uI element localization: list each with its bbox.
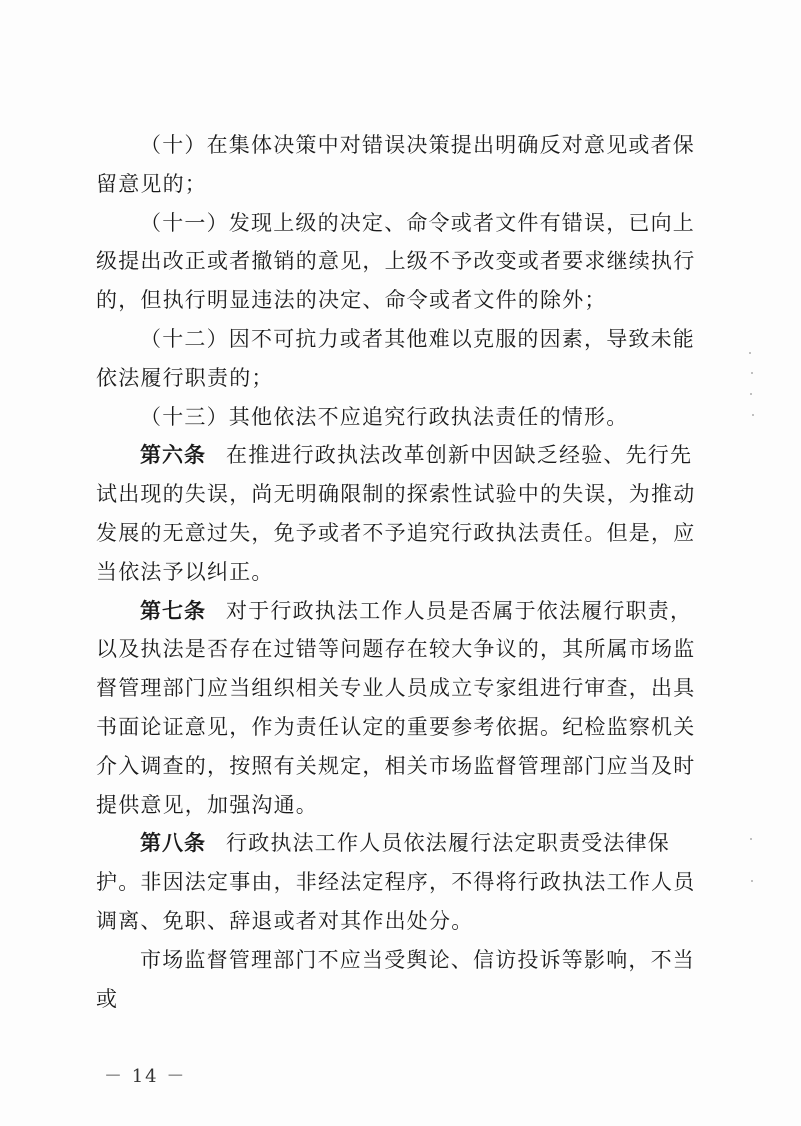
article-text: 在推进行政执法改革创新中因缺乏经验、先行先试出现的失误，尚无明确限制的探索性试验中的失误，为推动发展的无意过失，免予或者不予追究行政执法责任。但是，应当依法予以纠正。 (96, 443, 696, 584)
paragraph-text: （十二）因不可抗力或者其他难以克服的因素，导致未能依法履行职责的； (96, 326, 695, 390)
article-number: 第六条 (140, 442, 206, 468)
paragraph-text: （十一）发现上级的决定、命令或者文件有错误，已向上级提出改正或者撤销的意见，上级不予改变或者要求继续执行的，但执行明显违法的决定、命令或者文件的除外； (96, 210, 696, 313)
article-7 (96, 592, 708, 825)
scan-speck (751, 372, 753, 374)
scan-speck (750, 838, 752, 840)
paragraph-continuation (96, 941, 708, 1019)
paragraph-text: （十三）其他依法不应追究行政执法责任的情形。 (140, 404, 629, 429)
page-number: － 14 － (104, 1066, 187, 1087)
article-number: 第七条 (140, 597, 206, 623)
paragraph-text: 市场监督管理部门不应当受舆论、信访投诉等影响，不当或 (96, 947, 695, 1011)
paragraph-item-12 (96, 320, 708, 398)
article-text: 行政执法工作人员依法履行法定职责受法律保护。非因法定事由，非经法定程序，不得将行政执法工作人员调离、免职、辞退或者对其作出处分。 (96, 831, 696, 933)
paragraph-text: （十）在集体决策中对错误决策提出明确反对意见或者保留意见的； (96, 133, 695, 196)
article-8 (96, 824, 708, 940)
article-number: 第八条 (140, 830, 206, 856)
document-body (96, 126, 708, 1018)
scan-speck (751, 880, 753, 882)
scan-speck (749, 352, 751, 354)
article-6 (96, 436, 708, 591)
article-text: 对于行政执法工作人员是否属于依法履行职责，以及执法是否存在过错等问题存在较大争议的，其所属市场监督管理部门应当组织相关专业人员成立专家组进行审查，出具书面论证意见，作为责任认定的重要参考依据。纪检监察机关介入调查的，按照有关规定，相关市场监督管理部门应当及时提供意见，加强沟通。 (96, 598, 696, 817)
scan-speck (752, 414, 754, 416)
scan-speck (750, 393, 752, 395)
paragraph-item-11 (96, 204, 708, 320)
paragraph-item-10 (96, 126, 708, 204)
paragraph-item-13 (96, 398, 708, 437)
